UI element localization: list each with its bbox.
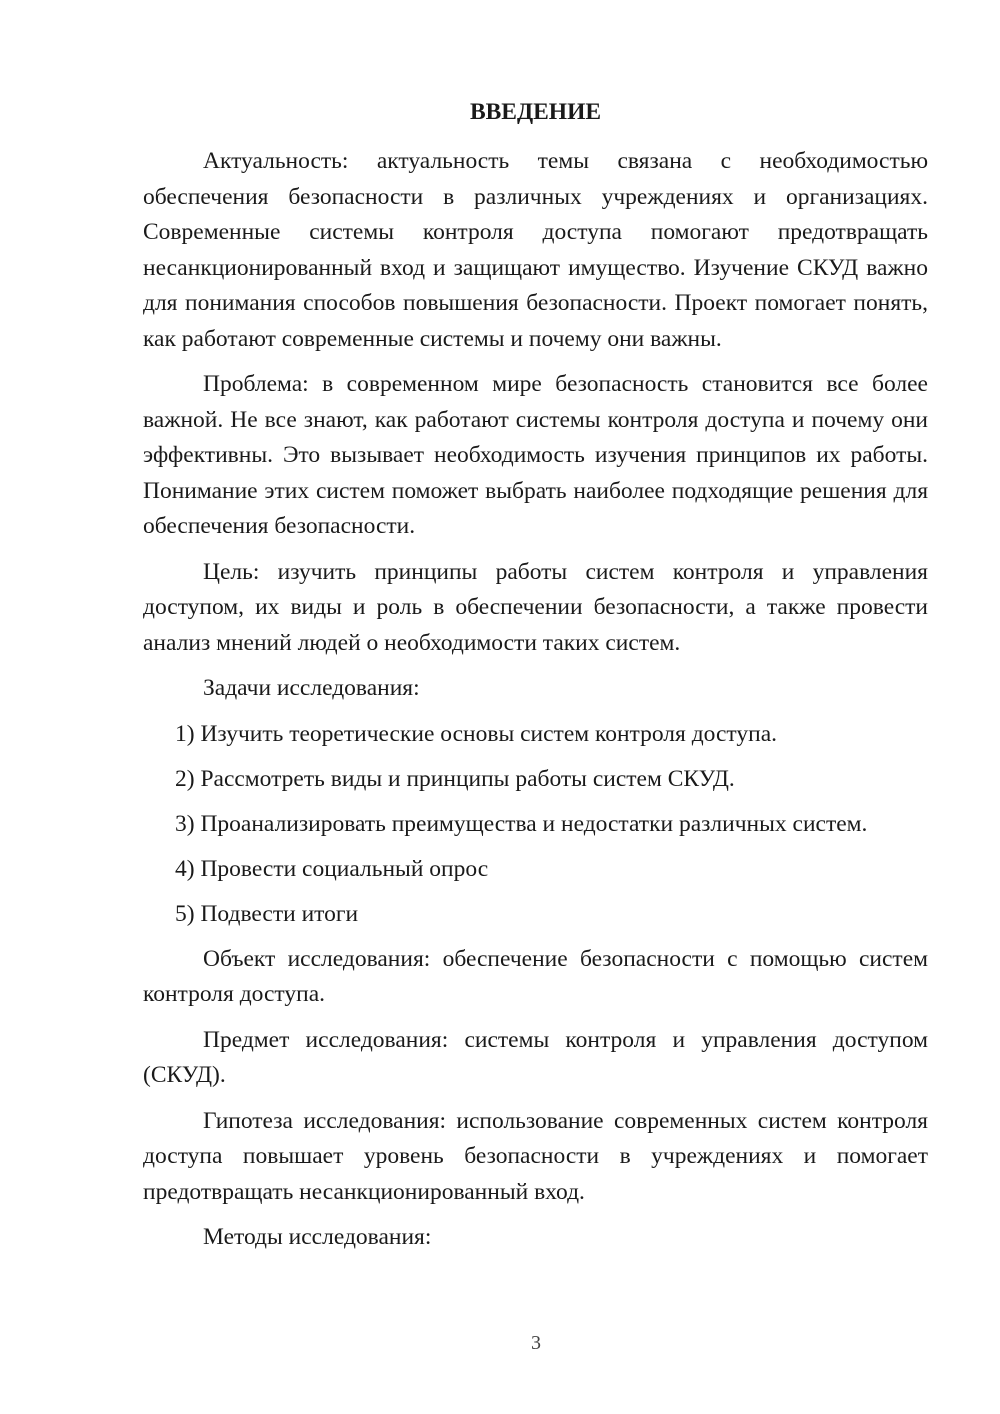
task-item: 4) Провести социальный опрос <box>175 855 489 882</box>
tasks-heading: Задачи исследования: <box>203 675 420 701</box>
subject-paragraph: Предмет исследования: системы контроля и управления доступом (СКУД). <box>143 1026 928 1088</box>
section-title: ВВЕДЕНИЕ <box>469 99 602 125</box>
page-number: 3 <box>531 1332 541 1354</box>
relevance-paragraph: Актуальность: актуальность темы связана с необходимостью обеспечения безопасности в различных учреждениях и организациях. Современные системы контроля доступа помогают предотвращать несанкционированный вход и защищают имущество. Изучение СКУД важно для понимания способов повышения безопасности. Проект помогает понять, как работают современные системы и почему они важны. <box>143 148 928 352</box>
page-content <box>143 95 928 1266</box>
task-item: 1) Изучить теоретические основы систем контроля доступа. <box>175 720 778 747</box>
task-item: 5) Подвести итоги <box>175 900 359 927</box>
object-paragraph: Объект исследования: обеспечение безопасности с помощью систем контроля доступа. <box>143 945 928 1007</box>
methods-heading: Методы исследования: <box>203 1224 432 1250</box>
hypothesis-paragraph: Гипотеза исследования: использование современных систем контроля доступа повышает уровень безопасности в учреждениях и помогает предотвращать несанкционированный вход. <box>143 1107 928 1205</box>
goal-paragraph: Цель: изучить принципы работы систем контроля и управления доступом, их виды и роль в обеспечении безопасности, а также провести анализ мнений людей о необходимости таких систем. <box>143 558 928 656</box>
problem-paragraph: Проблема: в современном мире безопасность становится все более важной. Не все знают, как работают системы контроля доступа и почему они эффективны. Это вызывает необходимость изучения принципов их работы. Понимание этих систем поможет выбрать наиболее подходящие решения для обеспечения безопасности. <box>143 371 928 539</box>
task-item: 2) Рассмотреть виды и принципы работы систем СКУД. <box>175 765 735 792</box>
task-item: 3) Проанализировать преимущества и недостатки различных систем. <box>175 810 868 837</box>
